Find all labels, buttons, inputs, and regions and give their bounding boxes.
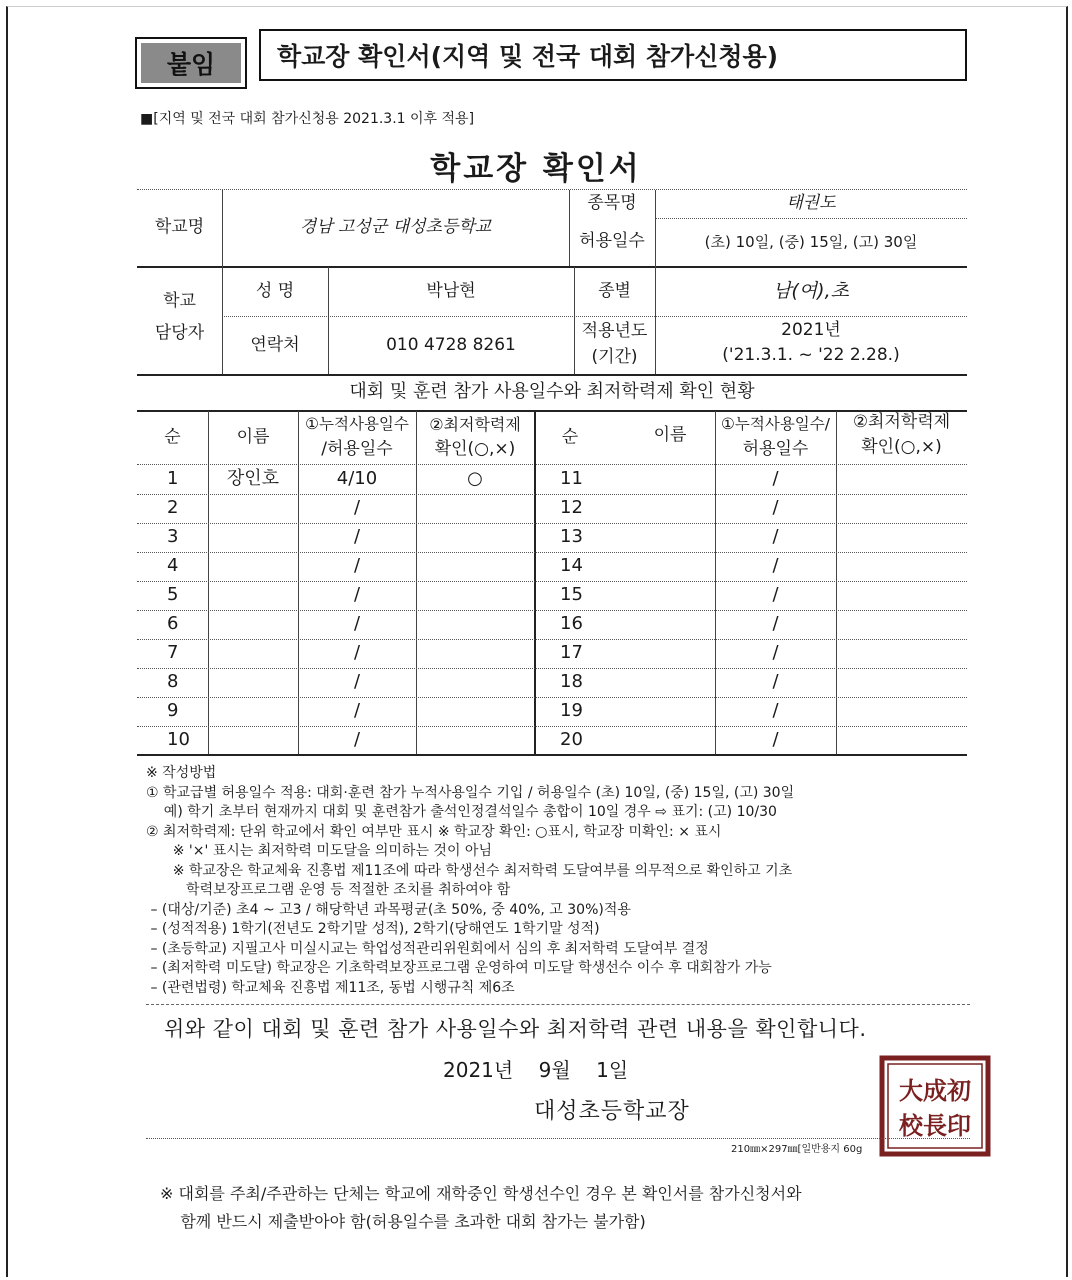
bottom-note (160, 1180, 802, 1236)
row-days-right: / (772, 584, 779, 606)
row-days-right: / (772, 642, 779, 664)
row-no: 2 (167, 497, 179, 519)
year-value-1: 2021년 (781, 320, 841, 341)
row-days-right: / (772, 497, 779, 519)
row-no: 9 (167, 700, 179, 722)
allowed-days-label: 허용일수 (579, 231, 645, 252)
principal-name: 대성초등학교장 (534, 1099, 690, 1124)
date: 2021년 9월 1일 (443, 1058, 629, 1082)
attachment-badge (135, 37, 247, 89)
row-check-right (836, 523, 967, 552)
row-days-right: / (772, 468, 779, 490)
row-days: / (353, 526, 361, 548)
row-days-right: / (772, 671, 779, 693)
year-label-2: (기간) (591, 347, 638, 368)
separator (146, 1138, 970, 1139)
row-days: / (353, 497, 361, 519)
row-check (416, 726, 534, 755)
row-name-right (600, 523, 715, 552)
row-no: 8 (167, 671, 179, 693)
name-value: 박남현 (426, 280, 476, 301)
row-name-right (600, 639, 715, 668)
row-no: 5 (167, 584, 179, 606)
instruction-line: ② 최저학력제: 단위 학교에서 확인 여부만 표시 ※ 학교장 확인: ○표시, 학교장 미확인: × 표시 (146, 823, 722, 840)
row-no-right: 15 (560, 584, 583, 606)
instructions (146, 764, 794, 998)
row-days: 4/10 (336, 468, 378, 490)
row-check-right (836, 668, 967, 697)
gender-label: 종별 (598, 280, 631, 301)
applicability-note: ■[지역 및 전국 대회 참가신청용 2021.3.1 이후 적용] (140, 111, 475, 127)
table-bottom-line (137, 754, 967, 756)
row-check (416, 494, 534, 523)
year-label-1: 적용년도 (581, 321, 648, 342)
row-days: / (353, 555, 361, 577)
instruction-line: – (대상/기준) 초4 ~ 고3 / 해당학년 과목평균(초 50%, 중 40%, 고 30%)적용 (146, 901, 631, 918)
header-check-2: 확인(○,×) (434, 439, 516, 460)
row-check-right (836, 494, 967, 523)
instruction-line: – (관련법령) 학교체육 진흥법 제11조, 동법 시행규칙 제6조 (146, 979, 515, 996)
header-name: 이름 (236, 426, 270, 447)
instruction-line: – (최저학력 미도달) 학교장은 기초학력보장프로그램 운영하여 미도달 학생선수 이수 후 대회참가 가능 (146, 960, 772, 976)
row-check (416, 523, 534, 552)
row-no-right: 18 (560, 671, 583, 693)
header-no-right: 순 (561, 426, 579, 447)
confirmation-text: 위와 같이 대회 및 훈련 참가 사용일수와 최저학력 관련 내용을 확인합니다. (164, 1017, 867, 1041)
row-check-right (836, 726, 967, 755)
header-days-right-2: 허용일수 (742, 439, 809, 460)
header-check-1: ②최저학력제 (429, 415, 521, 434)
row-name-right (600, 552, 715, 581)
separator (146, 1004, 970, 1005)
row-name (208, 726, 298, 755)
row-no: 4 (167, 555, 179, 577)
instruction-line: 학력보장프로그램 운영 등 적절한 조치를 취하여야 함 (146, 882, 511, 898)
row-check (416, 581, 534, 610)
instruction-line: ※ 학교장은 학교체육 진흥법 제11조에 따라 학생선수 최저학력 도달여부를 의무적으로 확인하고 기초 (146, 862, 793, 879)
row-days: / (353, 700, 361, 722)
row-no: 3 (167, 526, 179, 548)
bottom-note-line-1: ※ 대회를 주최/주관하는 단체는 학교에 재학중인 학생선수인 경우 본 확인서를 참가신청서와 (160, 1184, 802, 1203)
row-check (416, 668, 534, 697)
row-check-right (836, 552, 967, 581)
school-label: 학교명 (154, 217, 205, 238)
row-no-right: 20 (560, 729, 583, 751)
row-name-right (600, 610, 715, 639)
sport-label: 종목명 (587, 193, 637, 214)
row-check-right (836, 610, 967, 639)
header-check-right-1: ②최저학력제 (852, 412, 951, 433)
row-name (208, 552, 298, 581)
row-days: / (353, 729, 361, 751)
row-check (416, 697, 534, 726)
row-name-right (600, 726, 715, 755)
row-name (208, 581, 298, 610)
header-days-right-1: ①누적사용일수/ (721, 415, 830, 434)
row-check-right (836, 639, 967, 668)
row-name (208, 668, 298, 697)
row-check (416, 639, 534, 668)
header-name-right: 이름 (653, 425, 687, 446)
row-name: 장인호 (226, 468, 280, 490)
header-days-1: ①누적사용일수 (305, 415, 409, 434)
row-no-right: 17 (560, 642, 583, 664)
paper-spec: 210㎜×297㎜[일반용지 60g (731, 1144, 863, 1155)
row-name-right (600, 581, 715, 610)
table-divider (534, 411, 536, 754)
row-no-right: 14 (560, 555, 583, 577)
sport-value: 태권도 (786, 193, 836, 214)
official-seal (876, 1052, 994, 1160)
instruction-line: 예) 학기 초부터 현재까지 대회 및 훈련참가 출석인정결석일수 총합이 10일 경우 ⇨ 표기: (고) 10/30 (146, 804, 777, 820)
row-check: ○ (467, 468, 483, 490)
name-label: 성 명 (255, 280, 295, 301)
allowed-days-value: (초) 10일, (중) 15일, (고) 30일 (704, 232, 918, 251)
row-days-right: / (772, 526, 779, 548)
row-name (208, 523, 298, 552)
manager-label-1: 학교 (163, 291, 196, 312)
instruction-line: – (성적적용) 1학기(전년도 2학기말 성적), 2학기(당해연도 1학기말 성적) (146, 921, 600, 937)
row-no-right: 11 (560, 468, 583, 490)
row-days: / (353, 584, 361, 606)
row-no-right: 12 (560, 497, 583, 519)
row-no-right: 19 (560, 700, 583, 722)
svg-text:大成初: 大成初 (899, 1077, 971, 1105)
row-name (208, 610, 298, 639)
row-name (208, 639, 298, 668)
row-name (208, 697, 298, 726)
contact-value: 010 4728 8261 (386, 334, 516, 355)
row-days: / (353, 642, 361, 664)
svg-text:校長印: 校長印 (899, 1112, 971, 1140)
year-value-2: ('21.3.1. ~ '22 2.28.) (722, 345, 900, 366)
row-check (416, 552, 534, 581)
row-check-right (836, 581, 967, 610)
row-days-right: / (772, 729, 779, 751)
row-name-right (600, 465, 715, 494)
info-line (137, 374, 967, 376)
row-name-right (600, 697, 715, 726)
row-no: 6 (167, 613, 179, 635)
form-title: 학교장 확인서(지역 및 전국 대회 참가신청용) (259, 29, 967, 81)
instruction-line: ※ '×' 표시는 최저학력 미도달을 의미하는 것이 아님 (146, 843, 492, 859)
gender-value: 남(여),초 (773, 279, 849, 302)
instruction-line: – (초등학교) 지필고사 미실시교는 학업성적관리위원회에서 심의 후 최저학력 도달여부 결정 (146, 940, 709, 957)
attachment-label: 붙임 (141, 43, 241, 83)
school-value: 경남 고성군 대성초등학교 (299, 217, 492, 238)
row-days: / (353, 671, 361, 693)
manager-label-2: 담당자 (154, 323, 205, 344)
status-title: 대회 및 훈련 참가 사용일수와 최저학력제 확인 현황 (349, 381, 755, 402)
row-days-right: / (772, 555, 779, 577)
header-no: 순 (164, 426, 181, 447)
row-no-right: 16 (560, 613, 583, 635)
row-no: 1 (167, 468, 179, 490)
row-check (416, 610, 534, 639)
header-check-right-2: 확인(○,×) (861, 437, 942, 458)
row-no: 10 (167, 729, 190, 751)
row-no: 7 (167, 642, 179, 664)
row-days-right: / (772, 700, 779, 722)
row-days-right: / (772, 613, 779, 635)
row-name-right (600, 668, 715, 697)
row-name (208, 494, 298, 523)
row-days: / (353, 613, 361, 635)
header-days-2: /허용일수 (321, 439, 393, 460)
row-check-right (836, 465, 967, 494)
row-name-right (600, 494, 715, 523)
row-no-right: 13 (560, 526, 583, 548)
document-title: 학교장 확인서 (430, 151, 642, 187)
bottom-note-line-2: 함께 반드시 제출받아야 함(허용일수를 초과한 대회 참가는 불가함) (160, 1212, 646, 1231)
instruction-line: ※ 작성방법 (146, 765, 217, 781)
instruction-line: ① 학교급별 허용일수 적용: 대회·훈련 참가 누적사용일수 기입 / 허용일수 (초) 10일, (중) 15일, (고) 30일 (146, 784, 795, 801)
contact-label: 연락처 (250, 334, 300, 355)
row-check-right (836, 697, 967, 726)
